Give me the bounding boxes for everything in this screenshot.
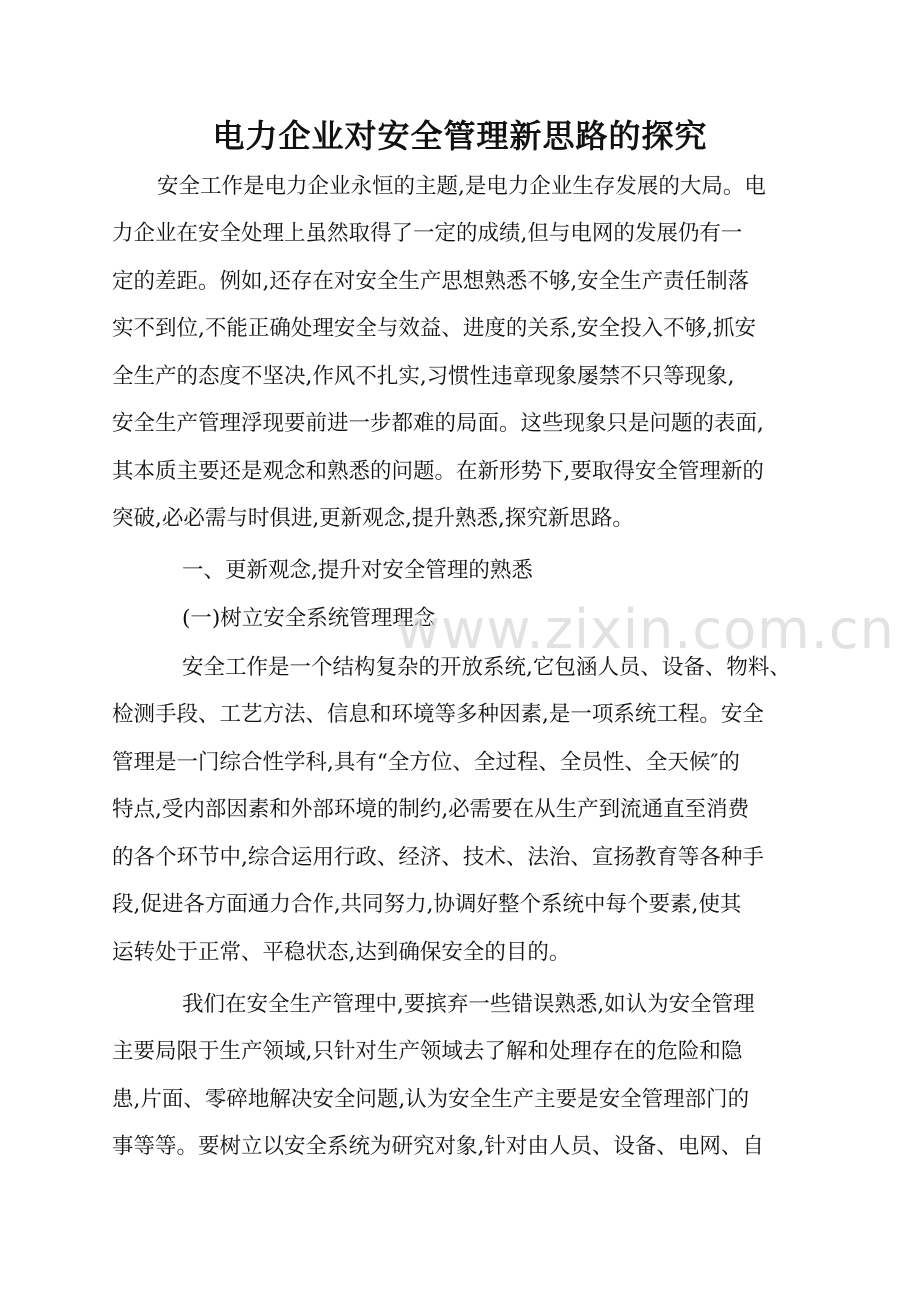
document-title: 电力企业对安全管理新思路的探究 (212, 117, 708, 155)
body-line: 特点,受内部因素和外部环境的制约,必需要在从生产到流通直至消费 (112, 797, 750, 822)
body-line: 全生产的态度不坚决,作风不扎实,习惯性违章现象屡禁不只等现象, (112, 364, 735, 389)
body-line: 主要局限于生产领域,只针对生产领域去了解和处理存在的危险和隐 (112, 1039, 743, 1064)
body-line: 安全工作是一个结构复杂的开放系统,它包涵人员、设备、物料、 (182, 655, 791, 680)
body-line: 管理是一门综合性学科,具有“全方位、全过程、全员性、全天候″的 (112, 750, 740, 775)
subsection-heading: (一)树立安全系统管理理念 (182, 606, 436, 631)
body-line: 突破,必必需与时俱进,更新观念,提升熟悉,探究新思路。 (112, 506, 634, 531)
watermark-text: www.zixin.com.cn (396, 598, 895, 661)
body-line: 定的差距。例如,还存在对安全生产思想熟悉不够,安全生产责任制落 (112, 269, 750, 294)
body-line: 我们在安全生产管理中,要摈弃一些错误熟悉,如认为安全管理 (182, 992, 755, 1017)
body-line: 检测手段、工艺方法、信息和环境等多种因素,是一项系统工程。安全 (112, 702, 764, 727)
body-line: 其本质主要还是观念和熟悉的问题。在新形势下,要取得安全管理新的 (112, 459, 764, 484)
section-heading: 一、更新观念,提升对安全管理的熟悉 (182, 558, 533, 583)
body-line: 安全工作是电力企业永恒的主题,是电力企业生存发展的大局。电 (157, 174, 766, 199)
body-line: 力企业在安全处理上虽然取得了一定的成绩,但与电网的发展仍有一 (112, 221, 743, 246)
body-line: 实不到位,不能正确处理安全与效益、进度的关系,安全投入不够,抓安 (112, 316, 757, 341)
body-line: 的各个环节中,综合运用行政、经济、技术、法治、宣扬教育等各种手 (112, 845, 764, 870)
body-line: 段,促进各方面通力合作,共同努力,协调好整个系统中每个要素,使其 (112, 892, 742, 917)
body-line: 患,片面、零碎地解决安全问题,认为安全生产主要是安全管理部门的 (112, 1087, 750, 1112)
body-line: 运转处于正常、平稳状态,达到确保安全的目的。 (112, 940, 571, 965)
body-line: 安全生产管理浮现要前进一步都难的局面。这些现象只是问题的表面, (112, 411, 764, 436)
body-line: 事等等。要树立以安全系统为研究对象,针对由人员、设备、电网、自 (112, 1134, 764, 1159)
